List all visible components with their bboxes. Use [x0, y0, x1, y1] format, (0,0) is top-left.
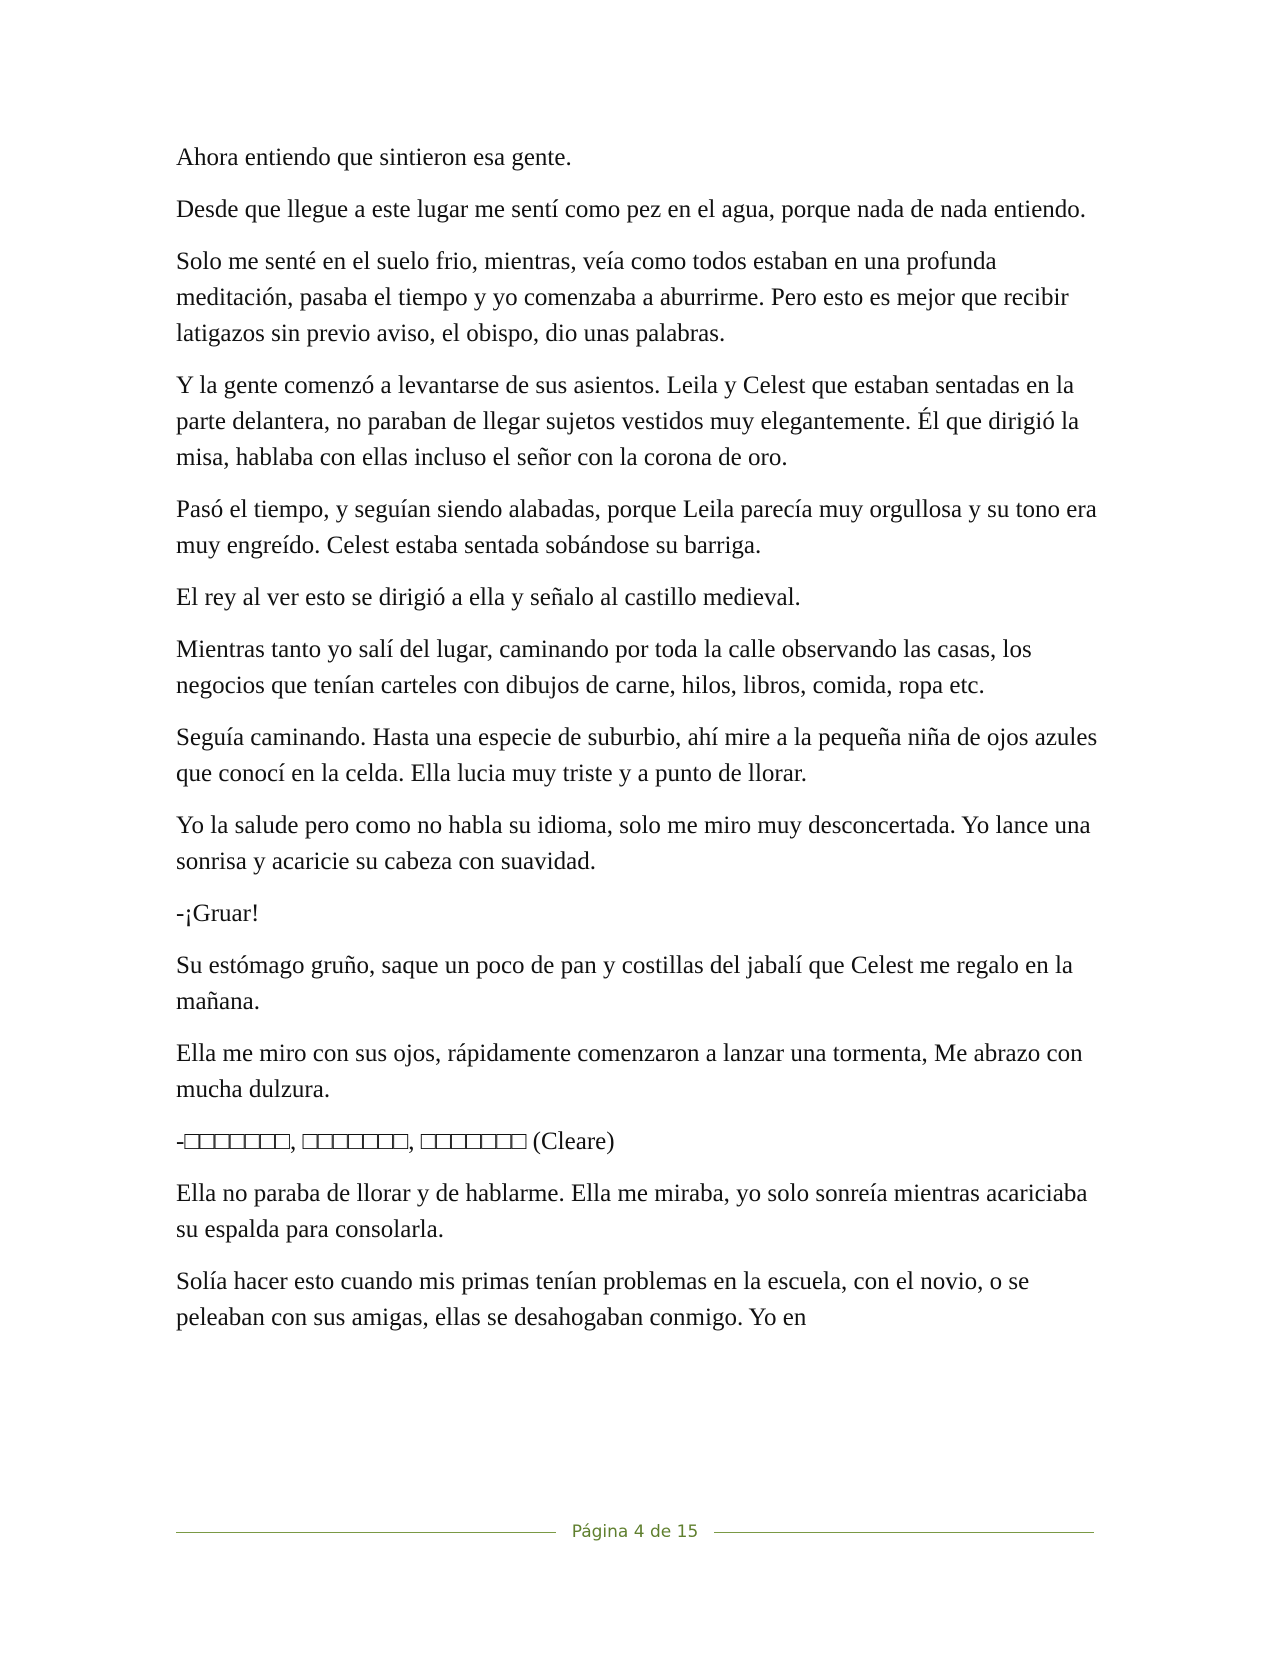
paragraph-7: Mientras tanto yo salí del lugar, caminando por toda la calle observando las casas, los negocios que tenían carteles con dibujos de carne, hilos, libros, comida, ropa etc.: [176, 636, 1032, 699]
paragraph-8: Seguía caminando. Hasta una especie de suburbio, ahí mire a la pequeña niña de ojos azules que conocí en la celda. Ella lucia muy triste y a punto de llorar.: [176, 724, 1098, 787]
paragraph-12: Ella me miro con sus ojos, rápidamente comenzaron a lanzar una tormenta, Me abrazo con mucha dulzura.: [176, 1040, 1083, 1103]
paragraph-6: El rey al ver esto se dirigió a ella y señalo al castillo medieval.: [176, 584, 801, 611]
paragraph-13: -□□□□□□□, □□□□□□□, □□□□□□□ (Cleare): [176, 1128, 615, 1155]
paragraph-4: Y la gente comenzó a levantarse de sus asientos. Leila y Celest que estaban sentadas en la parte delantera, no paraban de llegar sujetos vestidos muy elegantemente. Él que dirigió la misa, hablaba con ellas incluso el señor con la corona de oro.: [176, 372, 1080, 471]
paragraph-14: Ella no paraba de llorar y de hablarme. Ella me miraba, yo solo sonreía mientras acariciaba su espalda para consolarla.: [176, 1180, 1088, 1243]
paragraph-15: Solía hacer esto cuando mis primas tenían problemas en la escuela, con el novio, o se peleaban con sus amigas, ellas se desahogaban conmigo. Yo en: [176, 1268, 1030, 1331]
page-number: Página 4 de 15: [571, 1522, 699, 1542]
paragraph-3: Solo me senté en el suelo frio, mientras, veía como todos estaban en una profunda meditación, pasaba el tiempo y yo comenzaba a aburrirme. Pero esto es mejor que recibir latigazos sin previo aviso, el obispo, dio unas palabras.: [176, 248, 1069, 347]
paragraph-9: Yo la salude pero como no habla su idioma, solo me miro muy desconcertada. Yo lance una sonrisa y acaricie su cabeza con suavidad.: [176, 812, 1091, 875]
footer-rule-right: [714, 1532, 1094, 1533]
paragraph-1: Ahora entiendo que sintieron esa gente.: [176, 144, 572, 171]
page-footer: [176, 1518, 1094, 1548]
paragraph-11: Su estómago gruño, saque un poco de pan y costillas del jabalí que Celest me regalo en la mañana.: [176, 952, 1073, 1015]
paragraph-10: -¡Gruar!: [176, 900, 260, 927]
footer-rule-left: [176, 1532, 556, 1533]
paragraph-2: Desde que llegue a este lugar me sentí como pez en el agua, porque nada de nada entiendo.: [176, 196, 1087, 223]
body-text: [176, 140, 1100, 1352]
paragraph-5: Pasó el tiempo, y seguían siendo alabadas, porque Leila parecía muy orgullosa y su tono era muy engreído. Celest estaba sentada sobándose su barriga.: [176, 496, 1097, 559]
